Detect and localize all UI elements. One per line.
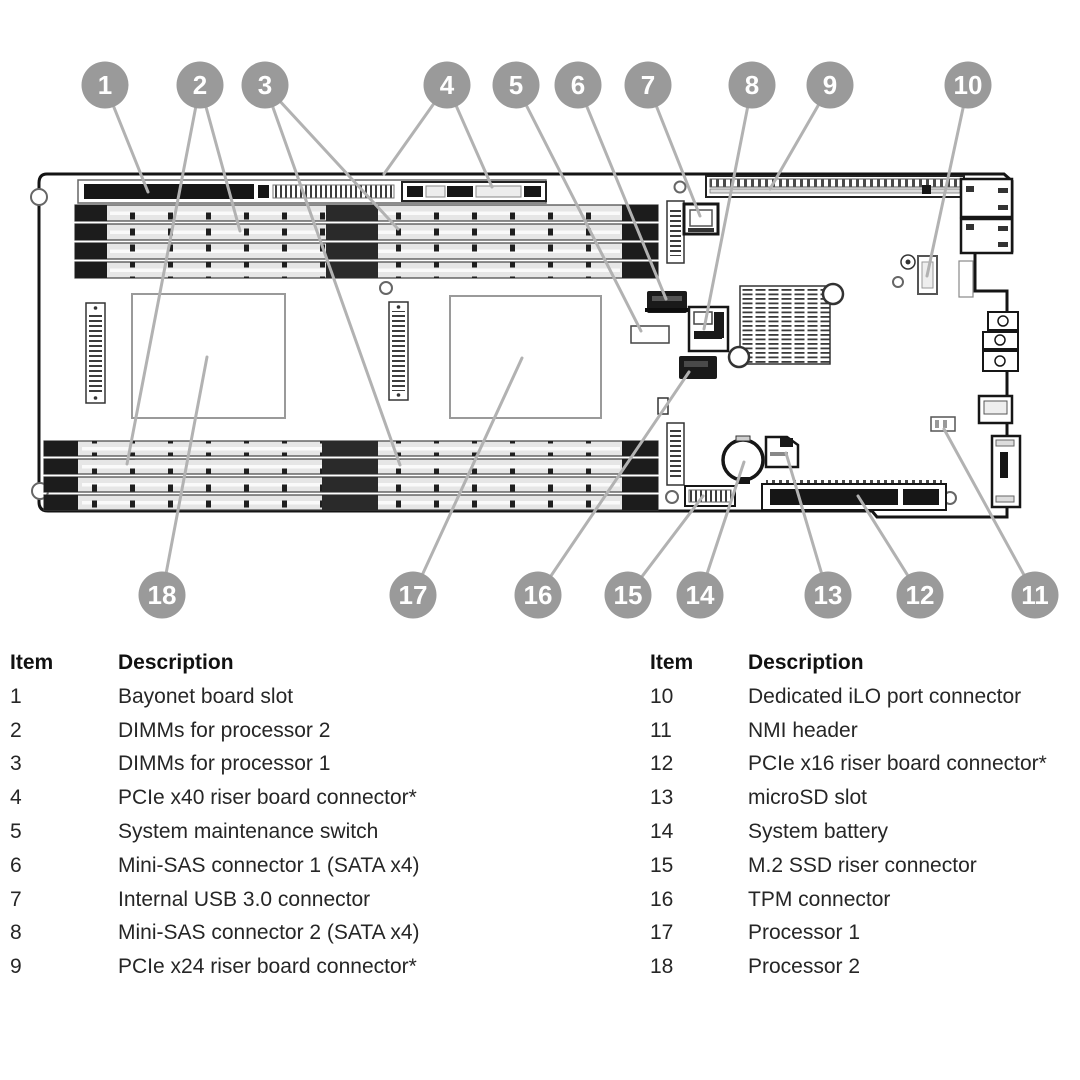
legend-header-row [10,646,610,680]
system-maintenance-switch [631,326,669,343]
legend-row [10,747,610,781]
legend-item-cell: 1 [10,684,22,708]
legend-item-cell: 17 [650,921,674,945]
legend-row [650,747,1075,781]
pcie-x24-riser-connector [706,176,964,197]
callout-18 [139,572,186,619]
callout-10 [945,62,992,109]
legend-row [10,680,610,714]
svg-text:1: 1 [97,70,113,100]
legend-item-cell: 10 [650,684,674,708]
legend-description-cell: System maintenance switch [118,819,379,843]
dimm-row [75,205,658,221]
dimm-row [44,441,658,456]
legend-row [650,950,1075,984]
legend-item-cell: 16 [650,887,674,911]
callout-15 [605,572,652,619]
callout-13 [805,572,852,619]
edge-serial-slot [992,436,1020,507]
legend-description-cell: Processor 1 [748,921,861,945]
edge-usb-port [979,396,1012,423]
legend-description-cell: Mini-SAS connector 2 (SATA x4) [118,921,420,945]
internal-usb3-connector [684,204,718,234]
description-header: Description [118,651,234,674]
item-header: Item [650,651,694,674]
legend-description-cell: Processor 2 [748,955,861,979]
svg-text:2: 2 [192,70,208,100]
callout-6 [555,62,602,109]
callout-11 [1012,572,1059,619]
legend-header-row [650,646,1075,680]
callout-5 [493,62,540,109]
edge-notch [959,261,973,297]
dimm-row [44,477,658,492]
legend-row [650,680,1075,714]
svg-text:10: 10 [953,70,983,100]
legend-row [10,849,610,883]
callout-9 [807,62,854,109]
callout-7 [625,62,672,109]
legend-item-cell: 13 [650,786,674,810]
legend-item-cell: 3 [10,752,22,776]
callout-4 [424,62,471,109]
tpm-connector [679,356,717,379]
svg-text:3: 3 [257,70,273,100]
m2-ssd-riser-connector [685,486,735,506]
legend-item-cell: 15 [650,853,674,877]
power-connector [389,302,408,400]
legend-item-cell: 8 [10,921,22,945]
callout-12 [897,572,944,619]
pcie-x16-riser-connector [762,480,946,510]
processor-1-socket [450,296,601,418]
svg-text:4: 4 [439,70,455,100]
callout-2 [177,62,224,109]
svg-text:17: 17 [398,580,428,610]
microsd-slot [766,437,798,467]
legend-table-left [10,646,610,984]
power-connector [667,201,684,263]
chipset-heatsink [729,284,843,367]
legend-row [650,883,1075,917]
legend-row [650,815,1075,849]
legend-item-cell: 14 [650,819,674,843]
power-connector [86,303,105,403]
legend-row [650,781,1075,815]
dimm-row [44,495,658,510]
legend-item-cell: 6 [10,853,22,877]
nic-port-2 [961,219,1012,253]
description-header: Description [748,651,864,674]
legend-item-cell: 11 [650,718,672,742]
svg-text:15: 15 [613,580,643,610]
svg-text:14: 14 [685,580,715,610]
legend-item-cell: 5 [10,819,22,843]
legend-item-cell: 4 [10,786,22,810]
legend-row [650,714,1075,748]
callout-16 [515,572,562,619]
edge-connector-cluster [983,312,1018,371]
dimm-row [75,224,658,240]
callout-8 [729,62,776,109]
legend-description-cell: NMI header [748,718,858,742]
legend-description-cell: PCIe x40 riser board connector* [118,786,417,810]
mini-sas-connector-1 [645,291,689,313]
callout-14 [677,572,724,619]
legend-description-cell: TPM connector [748,887,891,911]
legend-description-cell: DIMMs for processor 2 [118,718,331,742]
svg-text:9: 9 [822,70,838,100]
callout-3 [242,62,289,109]
pcie-x40-riser-connector [402,182,546,201]
legend-row [10,781,610,815]
legend-row [10,950,610,984]
dimm-row [44,459,658,474]
legend-table-right [650,646,1075,984]
legend-description-cell: DIMMs for processor 1 [118,752,331,776]
legend-description-cell: Dedicated iLO port connector [748,684,1022,708]
legend-row [10,815,610,849]
svg-text:13: 13 [813,580,843,610]
power-connector [667,423,684,485]
legend-item-cell: 9 [10,955,22,979]
svg-text:11: 11 [1021,580,1049,610]
legend-description-cell: M.2 SSD riser connector [748,853,977,877]
legend-description-cell: System battery [748,819,889,843]
dimm-row [75,243,658,259]
legend-description-cell: Mini-SAS connector 1 (SATA x4) [118,853,420,877]
svg-text:5: 5 [508,70,524,100]
legend-item-cell: 12 [650,752,674,776]
legend-row [650,916,1075,950]
svg-text:8: 8 [744,70,760,100]
legend-row [650,849,1075,883]
legend-description-cell: PCIe x16 riser board connector* [748,752,1047,776]
svg-text:16: 16 [523,580,553,610]
legend-description-cell: Internal USB 3.0 connector [118,887,371,911]
legend-item-cell: 2 [10,718,22,742]
callout-17 [390,572,437,619]
legend-row [10,883,610,917]
legend-row [10,714,610,748]
legend-item-cell: 7 [10,887,22,911]
item-header: Item [10,651,54,674]
nic-port-1 [961,179,1012,217]
svg-text:7: 7 [640,70,656,100]
callout-1 [82,62,129,109]
legend-description-cell: Bayonet board slot [118,684,294,708]
legend-description-cell: microSD slot [748,786,868,810]
svg-text:12: 12 [905,580,935,610]
svg-text:18: 18 [147,580,177,610]
legend-description-cell: PCIe x24 riser board connector* [118,955,417,979]
legend-item-cell: 18 [650,955,674,979]
svg-text:6: 6 [570,70,586,100]
legend-row [10,916,610,950]
